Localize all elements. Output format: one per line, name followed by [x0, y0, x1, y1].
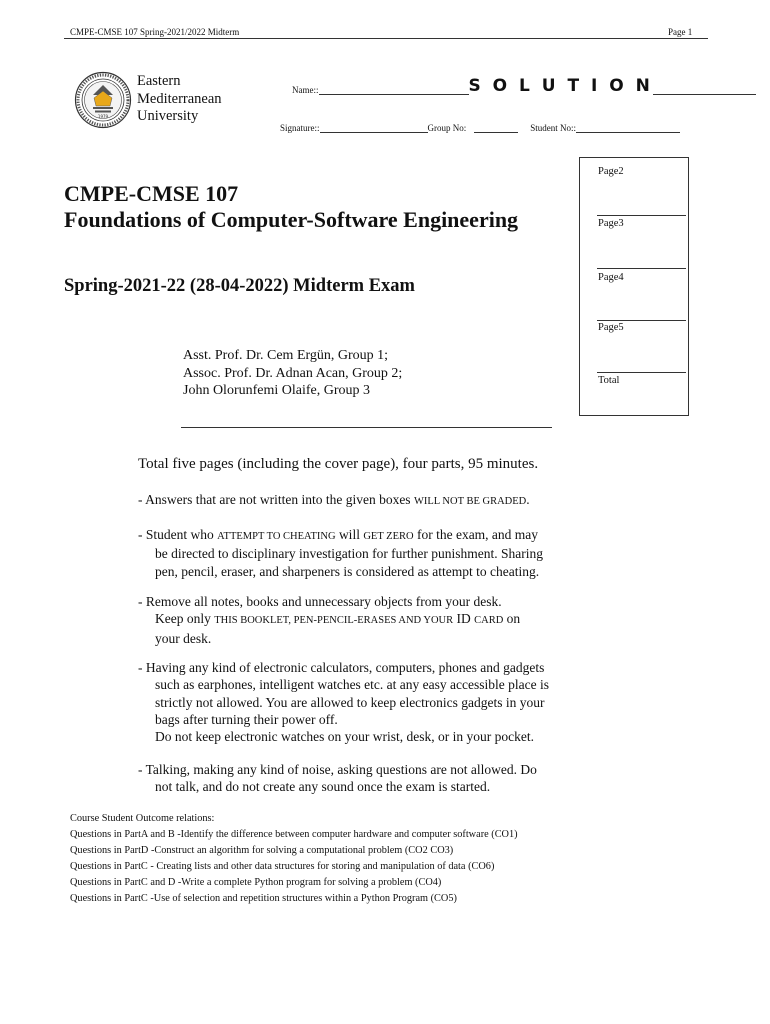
- rule-cheating: - Student who ATTEMPT TO CHEATING will GET ZERO for the exam, and may be directed to disciplinary investigation for further punishment. Sharing pen, pencil, eraser, and sharpeners is considered as attempt to cheating.: [138, 527, 544, 579]
- university-name-line: Mediterranean: [137, 90, 222, 107]
- score-row-divider: [597, 320, 686, 321]
- university-name: [137, 73, 222, 126]
- name-blank-line[interactable]: [319, 84, 469, 95]
- course-code: CMPE-CMSE 107: [64, 181, 239, 206]
- score-row-divider: [597, 268, 686, 269]
- score-box: [579, 157, 689, 416]
- instructor-entry: Asst. Prof. Dr. Cem Ergün, Group 1;: [183, 348, 389, 363]
- page-number: Page 1: [668, 27, 693, 37]
- outcome-item: Questions in PartC and D -Write a complete Python program for solving a problem (CO4): [70, 877, 442, 889]
- score-row-page3: Page3: [598, 218, 624, 229]
- name-value-solution: S O L U T I O N: [468, 76, 653, 96]
- score-row-divider: [597, 372, 686, 373]
- score-row-divider: [597, 215, 686, 216]
- group-no-label: Group No:: [427, 123, 467, 133]
- header-divider: [64, 38, 708, 39]
- score-row-page2: Page2: [598, 166, 624, 177]
- score-row-page5: Page5: [598, 322, 624, 333]
- instructor-divider: [181, 427, 552, 428]
- signature-row: [280, 122, 680, 133]
- instructor-list: [183, 347, 402, 400]
- running-header-title: CMPE-CMSE 107 Spring-2021/2022 Midterm: [70, 27, 240, 37]
- group-no-blank-line[interactable]: [474, 122, 518, 133]
- university-name-line: Eastern: [137, 73, 181, 89]
- exam-title: Spring-2021-22 (28-04-2022) Midterm Exam: [64, 276, 415, 296]
- instructor-entry: John Olorunfemi Olaife, Group 3: [183, 383, 371, 398]
- exam-summary: Total five pages (including the cover page), four parts, 95 minutes.: [138, 456, 539, 472]
- outcome-item: Questions in PartC -Use of selection and repetition structures within a Python Program (CO5): [70, 893, 457, 905]
- rule-remove-objects: - Remove all notes, books and unnecessary objects from your desk. Keep only THIS BOOKLET, PEN-PENCIL-ERASES AND YOUR ID CARD on your desk.: [138, 594, 521, 646]
- student-no-label: Student No::: [530, 123, 577, 133]
- instructor-entry: Assoc. Prof. Dr. Adnan Acan, Group 2;: [183, 365, 403, 381]
- rule-talking: - Talking, making any kind of noise, asking questions are not allowed. Do not talk, and do not create any sound once the exam is started.: [138, 762, 537, 795]
- score-row-page4: Page4: [598, 272, 624, 283]
- university-name-line: University: [137, 108, 199, 124]
- name-field-row: [292, 77, 756, 95]
- rule-answers-in-boxes: - Answers that are not written into the given boxes WILL NOT BE GRADED.: [138, 492, 530, 507]
- signature-blank-line[interactable]: [320, 122, 428, 133]
- university-seal-logo: [74, 71, 132, 129]
- score-row-total: Total: [598, 375, 620, 386]
- rule-electronics: - Having any kind of electronic calculators, computers, phones and gadgets such as earphones, intelligent watches etc. at any easy accessible place is strictly not allowed. You are allowed to keep electronics gadgets in your bags after turning their power off. Do not keep electronic watches on your wrist, desk, or in your pocket.: [138, 660, 549, 745]
- outcome-item: Questions in PartD -Construct an algorithm for solving a computational problem (CO2 CO3): [70, 845, 454, 857]
- course-outcomes: [70, 811, 518, 908]
- name-label: Name::: [292, 85, 319, 95]
- outcome-item: Questions in PartA and B -Identify the difference between computer hardware and computer software (CO1): [70, 829, 518, 841]
- signature-label: Signature::: [280, 123, 320, 133]
- outcomes-title: Course Student Outcome relations:: [70, 813, 215, 824]
- name-blank-line-end: [653, 84, 756, 95]
- student-no-blank-line[interactable]: [576, 122, 680, 133]
- outcome-item: Questions in PartC - Creating lists and other data structures for storing and manipulation of data (CO6): [70, 861, 495, 873]
- svg-text:1979: 1979: [97, 114, 109, 119]
- course-title: Foundations of Computer-Software Engineering: [64, 207, 519, 232]
